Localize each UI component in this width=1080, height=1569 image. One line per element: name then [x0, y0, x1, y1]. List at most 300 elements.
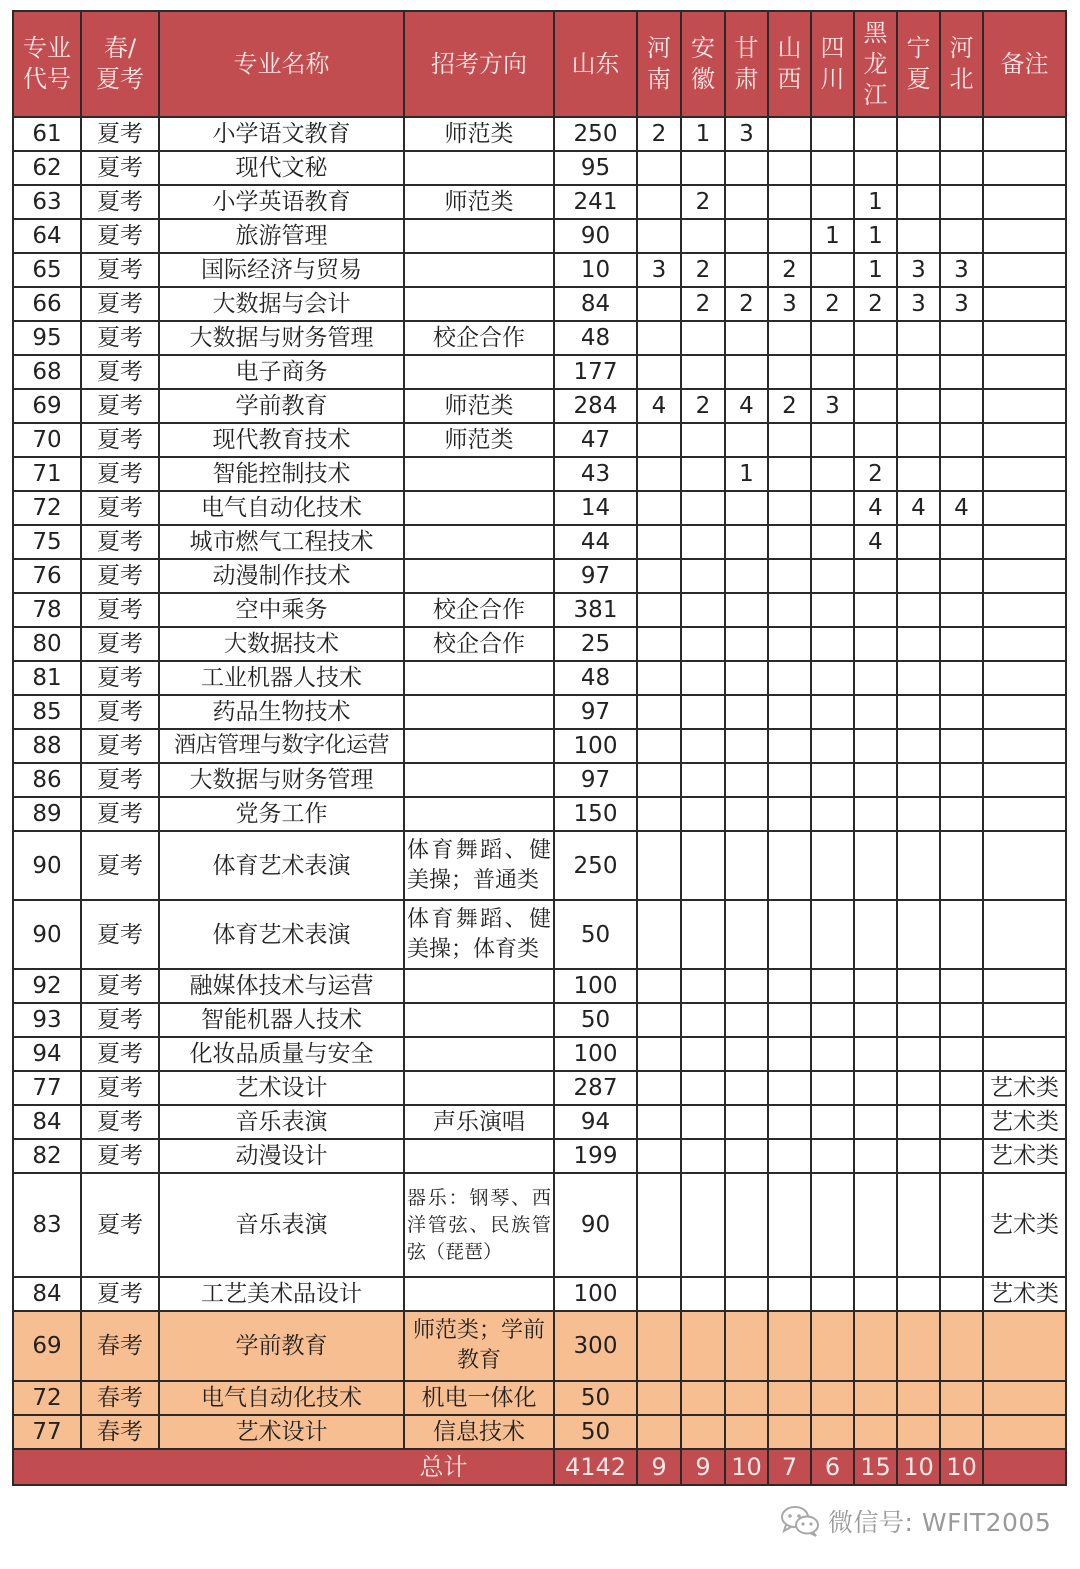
cell-anhui	[681, 219, 725, 253]
table-row	[13, 253, 1066, 287]
cell-gansu: 2	[725, 287, 768, 321]
cell-shandong: 199	[554, 1139, 637, 1173]
cell-ningxia	[897, 1311, 940, 1381]
cell-code: 77	[13, 1071, 81, 1105]
cell-season: 夏考	[81, 763, 159, 797]
cell-gansu	[725, 797, 768, 831]
cell-code: 90	[13, 831, 81, 900]
cell-direction	[404, 695, 554, 729]
cell-gansu	[725, 831, 768, 900]
cell-code: 92	[13, 969, 81, 1003]
cell-direction	[404, 1071, 554, 1105]
table-row	[13, 763, 1066, 797]
cell-name: 药品生物技术	[159, 695, 404, 729]
cell-code: 95	[13, 321, 81, 355]
cell-heilongjiang	[854, 593, 897, 627]
cell-hebei: 3	[940, 287, 983, 321]
cell-shanxi	[768, 1003, 811, 1037]
cell-ningxia	[897, 185, 940, 219]
cell-shanxi	[768, 900, 811, 969]
cell-gansu	[725, 1139, 768, 1173]
cell-code: 89	[13, 797, 81, 831]
cell-hebei	[940, 1277, 983, 1311]
cell-hebei	[940, 389, 983, 423]
cell-sichuan	[811, 1415, 854, 1449]
cell-season: 夏考	[81, 491, 159, 525]
cell-name: 现代文秘	[159, 151, 404, 185]
cell-direction: 体育舞蹈、健美操；体育类	[404, 900, 554, 969]
cell-shanxi	[768, 1277, 811, 1311]
cell-sichuan	[811, 1071, 854, 1105]
table-row	[13, 151, 1066, 185]
cell-name: 城市燃气工程技术	[159, 525, 404, 559]
cell-henan: 4	[637, 389, 681, 423]
cell-anhui	[681, 695, 725, 729]
cell-shanxi	[768, 559, 811, 593]
cell-direction	[404, 729, 554, 763]
cell-anhui	[681, 1139, 725, 1173]
cell-name: 动漫制作技术	[159, 559, 404, 593]
cell-direction: 校企合作	[404, 321, 554, 355]
cell-shanxi	[768, 321, 811, 355]
cell-shandong: 100	[554, 729, 637, 763]
cell-anhui	[681, 900, 725, 969]
cell-anhui	[681, 321, 725, 355]
cell-direction: 体育舞蹈、健美操；普通类	[404, 831, 554, 900]
header-name: 专业名称	[159, 11, 404, 117]
cell-note	[983, 900, 1066, 969]
cell-shandong: 97	[554, 559, 637, 593]
cell-shanxi	[768, 593, 811, 627]
cell-season: 夏考	[81, 729, 159, 763]
cell-heilongjiang	[854, 1311, 897, 1381]
cell-direction	[404, 1139, 554, 1173]
cell-anhui	[681, 1173, 725, 1277]
cell-anhui	[681, 525, 725, 559]
cell-direction	[404, 355, 554, 389]
cell-heilongjiang	[854, 151, 897, 185]
cell-season: 夏考	[81, 695, 159, 729]
cell-direction	[404, 559, 554, 593]
cell-sichuan	[811, 593, 854, 627]
cell-season: 夏考	[81, 423, 159, 457]
cell-henan	[637, 797, 681, 831]
cell-gansu	[725, 321, 768, 355]
cell-note	[983, 969, 1066, 1003]
cell-note	[983, 389, 1066, 423]
cell-shanxi	[768, 695, 811, 729]
total-note	[983, 1449, 1066, 1485]
cell-henan	[637, 559, 681, 593]
cell-season: 夏考	[81, 287, 159, 321]
cell-gansu: 1	[725, 457, 768, 491]
cell-ningxia	[897, 969, 940, 1003]
cell-shanxi: 3	[768, 287, 811, 321]
cell-gansu	[725, 627, 768, 661]
cell-gansu	[725, 1037, 768, 1071]
cell-direction	[404, 1003, 554, 1037]
cell-shandong: 50	[554, 1415, 637, 1449]
cell-gansu	[725, 1277, 768, 1311]
cell-code: 69	[13, 1311, 81, 1381]
cell-henan	[637, 729, 681, 763]
cell-note	[983, 457, 1066, 491]
cell-ningxia	[897, 1173, 940, 1277]
cell-gansu	[725, 491, 768, 525]
cell-ningxia	[897, 559, 940, 593]
cell-season: 夏考	[81, 321, 159, 355]
cell-ningxia	[897, 1071, 940, 1105]
cell-note	[983, 1415, 1066, 1449]
cell-season: 夏考	[81, 1105, 159, 1139]
cell-code: 76	[13, 559, 81, 593]
cell-code: 65	[13, 253, 81, 287]
cell-sichuan	[811, 695, 854, 729]
cell-hebei	[940, 559, 983, 593]
cell-heilongjiang	[854, 1381, 897, 1415]
table-row	[13, 1415, 1066, 1449]
cell-anhui	[681, 1037, 725, 1071]
cell-shanxi	[768, 1173, 811, 1277]
wechat-icon	[780, 1505, 820, 1537]
header-season: 春/夏考	[81, 11, 159, 117]
cell-code: 78	[13, 593, 81, 627]
cell-season: 夏考	[81, 593, 159, 627]
table-row	[13, 729, 1066, 763]
cell-code: 63	[13, 185, 81, 219]
cell-note	[983, 491, 1066, 525]
cell-henan	[637, 525, 681, 559]
cell-name: 小学语文教育	[159, 117, 404, 151]
cell-code: 90	[13, 900, 81, 969]
cell-code: 69	[13, 389, 81, 423]
cell-shanxi	[768, 1139, 811, 1173]
cell-code: 72	[13, 1381, 81, 1415]
table-row	[13, 1311, 1066, 1381]
table-row	[13, 969, 1066, 1003]
cell-name: 酒店管理与数字化运营	[159, 729, 404, 763]
cell-hebei	[940, 355, 983, 389]
cell-gansu	[725, 729, 768, 763]
cell-code: 71	[13, 457, 81, 491]
cell-hebei	[940, 1003, 983, 1037]
cell-shandong: 84	[554, 287, 637, 321]
cell-heilongjiang	[854, 1277, 897, 1311]
header-henan: 河南	[637, 11, 681, 117]
cell-gansu	[725, 559, 768, 593]
cell-henan	[637, 1311, 681, 1381]
table-row	[13, 1071, 1066, 1105]
cell-name: 小学英语教育	[159, 185, 404, 219]
cell-shandong: 300	[554, 1311, 637, 1381]
cell-anhui	[681, 661, 725, 695]
cell-note	[983, 661, 1066, 695]
cell-henan	[637, 763, 681, 797]
cell-gansu	[725, 253, 768, 287]
cell-hebei	[940, 117, 983, 151]
cell-shanxi	[768, 831, 811, 900]
cell-hebei	[940, 1311, 983, 1381]
cell-henan	[637, 695, 681, 729]
cell-name: 党务工作	[159, 797, 404, 831]
cell-note	[983, 219, 1066, 253]
cell-hebei	[940, 151, 983, 185]
cell-sichuan	[811, 1105, 854, 1139]
cell-name: 学前教育	[159, 1311, 404, 1381]
cell-henan	[637, 1381, 681, 1415]
cell-hebei: 4	[940, 491, 983, 525]
cell-shanxi	[768, 219, 811, 253]
cell-ningxia	[897, 1277, 940, 1311]
cell-sichuan	[811, 1037, 854, 1071]
cell-code: 84	[13, 1105, 81, 1139]
cell-heilongjiang: 4	[854, 525, 897, 559]
table-row	[13, 525, 1066, 559]
cell-hebei	[940, 1173, 983, 1277]
cell-shandong: 287	[554, 1071, 637, 1105]
cell-gansu	[725, 593, 768, 627]
cell-heilongjiang: 1	[854, 219, 897, 253]
table-row	[13, 1173, 1066, 1277]
cell-sichuan	[811, 525, 854, 559]
header-direction: 招考方向	[404, 11, 554, 117]
table-row	[13, 559, 1066, 593]
cell-ningxia	[897, 1037, 940, 1071]
table-row	[13, 1381, 1066, 1415]
header-note: 备注	[983, 11, 1066, 117]
table-row	[13, 695, 1066, 729]
cell-shandong: 100	[554, 969, 637, 1003]
table-row	[13, 1037, 1066, 1071]
cell-heilongjiang	[854, 969, 897, 1003]
cell-shandong: 50	[554, 1381, 637, 1415]
cell-shanxi: 2	[768, 253, 811, 287]
cell-direction	[404, 151, 554, 185]
cell-hebei	[940, 219, 983, 253]
cell-name: 学前教育	[159, 389, 404, 423]
cell-hebei	[940, 457, 983, 491]
header-sichuan: 四川	[811, 11, 854, 117]
cell-shanxi	[768, 423, 811, 457]
cell-shandong: 381	[554, 593, 637, 627]
cell-hebei	[940, 593, 983, 627]
cell-gansu	[725, 151, 768, 185]
cell-henan	[637, 1037, 681, 1071]
cell-direction	[404, 763, 554, 797]
cell-shandong: 177	[554, 355, 637, 389]
cell-name: 电气自动化技术	[159, 1381, 404, 1415]
total-row	[13, 1449, 1066, 1485]
cell-anhui	[681, 763, 725, 797]
cell-shandong: 50	[554, 900, 637, 969]
table-row	[13, 627, 1066, 661]
cell-season: 夏考	[81, 1003, 159, 1037]
cell-hebei	[940, 661, 983, 695]
cell-hebei	[940, 627, 983, 661]
cell-hebei	[940, 763, 983, 797]
cell-note	[983, 797, 1066, 831]
cell-shandong: 100	[554, 1277, 637, 1311]
cell-ningxia	[897, 729, 940, 763]
cell-direction	[404, 253, 554, 287]
cell-anhui	[681, 559, 725, 593]
cell-anhui: 1	[681, 117, 725, 151]
header-heilongjiang: 黑龙江	[854, 11, 897, 117]
cell-note	[983, 831, 1066, 900]
total-sichuan: 6	[811, 1449, 854, 1485]
table-row	[13, 1105, 1066, 1139]
cell-season: 春考	[81, 1415, 159, 1449]
cell-hebei	[940, 831, 983, 900]
cell-note: 艺术类	[983, 1139, 1066, 1173]
cell-gansu	[725, 661, 768, 695]
cell-gansu: 4	[725, 389, 768, 423]
cell-note	[983, 627, 1066, 661]
cell-anhui	[681, 1415, 725, 1449]
cell-season: 春考	[81, 1381, 159, 1415]
cell-note	[983, 695, 1066, 729]
cell-hebei	[940, 797, 983, 831]
cell-henan	[637, 1415, 681, 1449]
cell-hebei	[940, 729, 983, 763]
cell-ningxia	[897, 797, 940, 831]
cell-note: 艺术类	[983, 1173, 1066, 1277]
table-row	[13, 185, 1066, 219]
cell-note	[983, 287, 1066, 321]
cell-hebei	[940, 321, 983, 355]
cell-name: 大数据与会计	[159, 287, 404, 321]
cell-shandong: 25	[554, 627, 637, 661]
cell-season: 夏考	[81, 900, 159, 969]
cell-henan	[637, 287, 681, 321]
cell-sichuan	[811, 423, 854, 457]
cell-shandong: 90	[554, 1173, 637, 1277]
cell-name: 动漫设计	[159, 1139, 404, 1173]
cell-shandong: 90	[554, 219, 637, 253]
cell-name: 大数据与财务管理	[159, 321, 404, 355]
cell-sichuan	[811, 559, 854, 593]
cell-shandong: 43	[554, 457, 637, 491]
cell-sichuan	[811, 253, 854, 287]
cell-code: 80	[13, 627, 81, 661]
cell-heilongjiang	[854, 389, 897, 423]
cell-direction	[404, 969, 554, 1003]
cell-name: 现代教育技术	[159, 423, 404, 457]
cell-heilongjiang	[854, 355, 897, 389]
cell-sichuan	[811, 1139, 854, 1173]
table-row	[13, 831, 1066, 900]
cell-sichuan	[811, 627, 854, 661]
cell-gansu	[725, 355, 768, 389]
cell-direction: 器乐：钢琴、西洋管弦、民族管弦（琵琶）	[404, 1173, 554, 1277]
cell-sichuan	[811, 661, 854, 695]
cell-hebei	[940, 1037, 983, 1071]
cell-sichuan	[811, 763, 854, 797]
cell-direction	[404, 525, 554, 559]
cell-shandong: 95	[554, 151, 637, 185]
wechat-watermark	[780, 1503, 1051, 1539]
cell-henan: 3	[637, 253, 681, 287]
cell-henan	[637, 423, 681, 457]
header-gansu: 甘肃	[725, 11, 768, 117]
cell-code: 84	[13, 1277, 81, 1311]
cell-name: 智能控制技术	[159, 457, 404, 491]
cell-gansu	[725, 1071, 768, 1105]
cell-sichuan	[811, 491, 854, 525]
cell-anhui	[681, 355, 725, 389]
cell-direction: 师范类	[404, 423, 554, 457]
cell-sichuan	[811, 969, 854, 1003]
cell-code: 81	[13, 661, 81, 695]
cell-henan	[637, 185, 681, 219]
cell-hebei	[940, 1381, 983, 1415]
cell-direction: 声乐演唱	[404, 1105, 554, 1139]
cell-shandong: 48	[554, 321, 637, 355]
cell-shanxi	[768, 661, 811, 695]
total-gansu: 10	[725, 1449, 768, 1485]
cell-gansu	[725, 1173, 768, 1277]
cell-ningxia	[897, 1415, 940, 1449]
cell-gansu	[725, 219, 768, 253]
cell-code: 94	[13, 1037, 81, 1071]
header-hebei: 河北	[940, 11, 983, 117]
cell-ningxia	[897, 457, 940, 491]
cell-note	[983, 1003, 1066, 1037]
cell-gansu	[725, 695, 768, 729]
cell-hebei: 3	[940, 253, 983, 287]
cell-shanxi	[768, 491, 811, 525]
cell-heilongjiang	[854, 117, 897, 151]
cell-name: 体育艺术表演	[159, 900, 404, 969]
header-code: 专业代号	[13, 11, 81, 117]
cell-season: 夏考	[81, 457, 159, 491]
cell-anhui	[681, 457, 725, 491]
cell-note	[983, 423, 1066, 457]
cell-shanxi	[768, 1105, 811, 1139]
cell-heilongjiang	[854, 627, 897, 661]
cell-shanxi	[768, 117, 811, 151]
cell-heilongjiang: 4	[854, 491, 897, 525]
cell-sichuan	[811, 321, 854, 355]
enrollment-plan-table	[12, 10, 1067, 1486]
cell-heilongjiang	[854, 729, 897, 763]
cell-note	[983, 559, 1066, 593]
cell-anhui	[681, 969, 725, 1003]
header-ningxia: 宁夏	[897, 11, 940, 117]
cell-heilongjiang: 1	[854, 253, 897, 287]
cell-ningxia	[897, 1139, 940, 1173]
cell-season: 夏考	[81, 797, 159, 831]
cell-sichuan	[811, 185, 854, 219]
cell-hebei	[940, 423, 983, 457]
total-henan: 9	[637, 1449, 681, 1485]
table-row	[13, 661, 1066, 695]
cell-season: 夏考	[81, 627, 159, 661]
cell-sichuan	[811, 1173, 854, 1277]
cell-season: 夏考	[81, 151, 159, 185]
cell-direction	[404, 661, 554, 695]
cell-ningxia	[897, 1381, 940, 1415]
cell-shanxi	[768, 797, 811, 831]
cell-direction: 校企合作	[404, 627, 554, 661]
table-row	[13, 593, 1066, 627]
cell-season: 夏考	[81, 219, 159, 253]
cell-shanxi	[768, 457, 811, 491]
cell-anhui	[681, 423, 725, 457]
cell-ningxia: 3	[897, 253, 940, 287]
cell-note: 艺术类	[983, 1105, 1066, 1139]
cell-sichuan: 1	[811, 219, 854, 253]
